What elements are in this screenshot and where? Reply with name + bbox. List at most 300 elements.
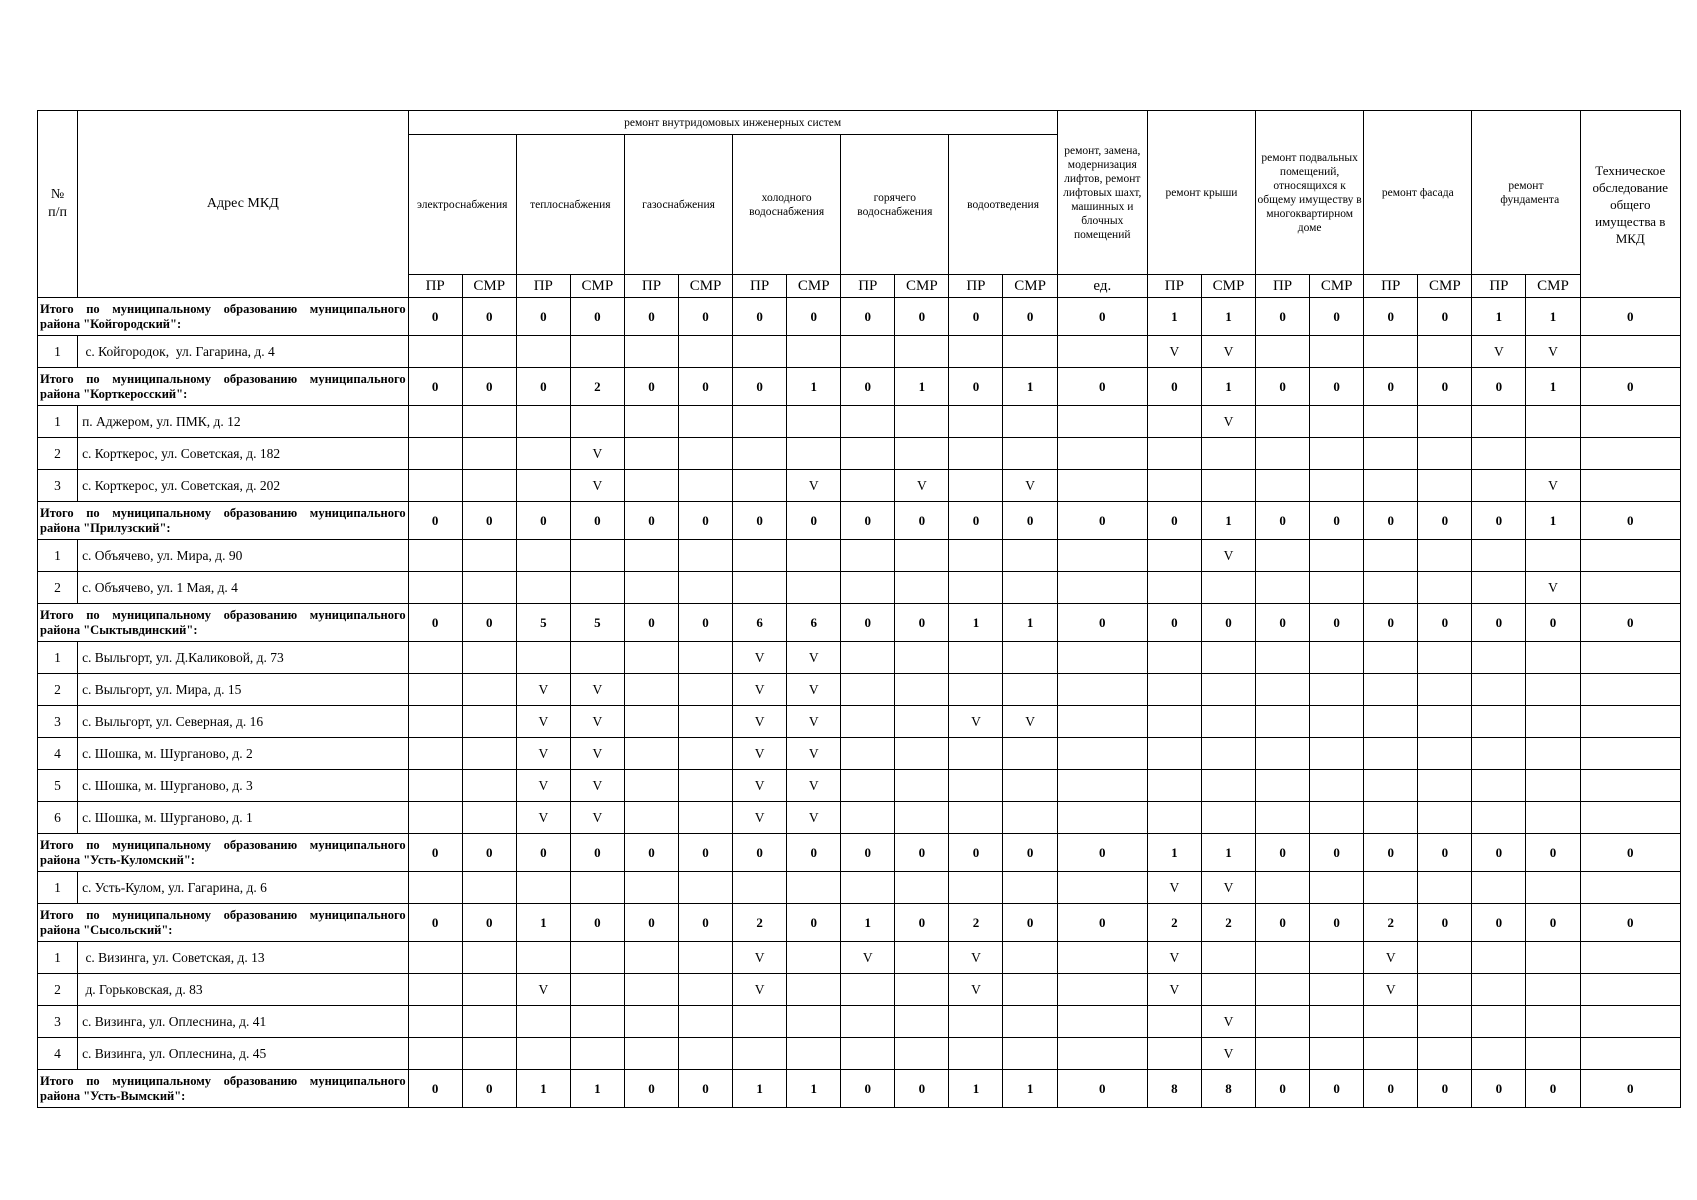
- work-mark-cell: V: [516, 770, 570, 802]
- work-mark-cell: V: [787, 642, 841, 674]
- total-cell: 0: [1526, 834, 1580, 872]
- work-mark-cell: [1418, 738, 1472, 770]
- total-cell: 0: [895, 298, 949, 336]
- work-mark-cell: [1057, 1006, 1147, 1038]
- building-row: [38, 336, 1681, 368]
- work-mark-cell: [1418, 1038, 1472, 1070]
- work-mark-cell: [408, 540, 462, 572]
- work-mark-cell: [624, 540, 678, 572]
- total-cell: 0: [624, 1070, 678, 1108]
- work-mark-cell: [570, 1006, 624, 1038]
- total-cell: 0: [1580, 1070, 1680, 1108]
- work-mark-cell: [733, 1038, 787, 1070]
- work-mark-cell: [895, 674, 949, 706]
- work-mark-cell: [1147, 438, 1201, 470]
- work-mark-cell: [1256, 974, 1310, 1006]
- work-mark-cell: [1526, 674, 1580, 706]
- pr-header: ПР: [408, 275, 462, 298]
- district-total-label: Итого по муниципальному образованию муниципального района "Прилузский":: [38, 502, 409, 540]
- total-cell: 5: [516, 604, 570, 642]
- total-cell: 1: [1147, 834, 1201, 872]
- work-mark-cell: [1418, 406, 1472, 438]
- lifts-header: ремонт, замена, модернизация лифтов, ремонт лифтовых шахт, машинных и блочных помещений: [1057, 111, 1147, 275]
- work-mark-cell: [1310, 974, 1364, 1006]
- total-cell: 0: [1364, 298, 1418, 336]
- total-cell: 0: [733, 834, 787, 872]
- work-mark-cell: [1472, 942, 1526, 974]
- work-mark-cell: [1256, 942, 1310, 974]
- work-mark-cell: [895, 770, 949, 802]
- total-cell: 0: [733, 502, 787, 540]
- total-cell: 0: [1418, 502, 1472, 540]
- basement-header: ремонт подвальных помещений, относящихся к общему имуществу в многоквартирном доме: [1256, 111, 1364, 275]
- total-cell: 0: [1147, 502, 1201, 540]
- total-cell: 0: [408, 368, 462, 406]
- work-mark-cell: [516, 336, 570, 368]
- work-mark-cell: [1526, 738, 1580, 770]
- total-cell: 1: [1201, 298, 1255, 336]
- work-mark-cell: [1003, 336, 1057, 368]
- work-mark-cell: [787, 872, 841, 904]
- building-row: [38, 872, 1681, 904]
- total-cell: 0: [949, 834, 1003, 872]
- work-mark-cell: [1364, 642, 1418, 674]
- work-mark-cell: V: [570, 470, 624, 502]
- work-mark-cell: [1310, 738, 1364, 770]
- total-cell: 2: [733, 904, 787, 942]
- work-mark-cell: [1526, 1038, 1580, 1070]
- work-mark-cell: [624, 738, 678, 770]
- total-cell: 1: [733, 1070, 787, 1108]
- work-mark-cell: [949, 572, 1003, 604]
- total-cell: 0: [1418, 604, 1472, 642]
- smr-header: СМР: [1310, 275, 1364, 298]
- work-mark-cell: [1147, 470, 1201, 502]
- work-mark-cell: [679, 1006, 733, 1038]
- work-mark-cell: [1526, 872, 1580, 904]
- work-mark-cell: [895, 642, 949, 674]
- work-mark-cell: [1418, 674, 1472, 706]
- work-mark-cell: [733, 572, 787, 604]
- work-mark-cell: V: [1147, 942, 1201, 974]
- pr-header: ПР: [841, 275, 895, 298]
- work-mark-cell: [1147, 540, 1201, 572]
- work-mark-cell: V: [895, 470, 949, 502]
- building-row: [38, 802, 1681, 834]
- work-mark-cell: [1418, 974, 1472, 1006]
- work-mark-cell: [1472, 470, 1526, 502]
- work-mark-cell: [1201, 706, 1255, 738]
- work-mark-cell: [1418, 770, 1472, 802]
- total-cell: 0: [1310, 502, 1364, 540]
- system-header-gas: газоснабжения: [624, 135, 732, 275]
- address-header: Адрес МКД: [78, 111, 409, 298]
- total-cell: 0: [787, 298, 841, 336]
- work-mark-cell: [1256, 540, 1310, 572]
- row-number: 1: [38, 406, 78, 438]
- work-mark-cell: V: [1201, 540, 1255, 572]
- total-cell: 0: [1057, 1070, 1147, 1108]
- work-mark-cell: [462, 1038, 516, 1070]
- total-cell: 0: [1472, 904, 1526, 942]
- total-cell: 1: [895, 368, 949, 406]
- work-mark-cell: [841, 438, 895, 470]
- work-mark-cell: [949, 438, 1003, 470]
- work-mark-cell: [462, 438, 516, 470]
- work-mark-cell: [570, 942, 624, 974]
- work-mark-cell: [570, 406, 624, 438]
- work-mark-cell: [1147, 572, 1201, 604]
- work-mark-cell: [1256, 706, 1310, 738]
- total-cell: 0: [1310, 1070, 1364, 1108]
- work-mark-cell: [1310, 872, 1364, 904]
- total-cell: 0: [787, 502, 841, 540]
- work-mark-cell: [1003, 1038, 1057, 1070]
- total-cell: 2: [1147, 904, 1201, 942]
- work-mark-cell: [1256, 1038, 1310, 1070]
- row-number: 6: [38, 802, 78, 834]
- work-mark-cell: [570, 642, 624, 674]
- work-mark-cell: [516, 406, 570, 438]
- total-cell: 0: [1057, 904, 1147, 942]
- building-address: с. Шошка, м. Шурганово, д. 3: [78, 770, 409, 802]
- total-cell: 0: [1364, 502, 1418, 540]
- work-mark-cell: [1003, 406, 1057, 438]
- work-mark-cell: [1147, 674, 1201, 706]
- work-mark-cell: [516, 1038, 570, 1070]
- work-mark-cell: [1201, 674, 1255, 706]
- work-mark-cell: [1057, 706, 1147, 738]
- work-mark-cell: V: [570, 738, 624, 770]
- work-mark-cell: [624, 336, 678, 368]
- district-total-label: Итого по муниципальному образованию муниципального района "Усть-Куломский":: [38, 834, 409, 872]
- work-mark-cell: [624, 438, 678, 470]
- building-address: с. Выльгорт, ул. Мира, д. 15: [78, 674, 409, 706]
- work-mark-cell: [1256, 1006, 1310, 1038]
- building-address: с. Визинга, ул. Оплеснина, д. 41: [78, 1006, 409, 1038]
- work-mark-cell: [1057, 470, 1147, 502]
- total-cell: 5: [570, 604, 624, 642]
- smr-header: СМР: [1526, 275, 1580, 298]
- work-mark-cell: [1364, 470, 1418, 502]
- work-mark-cell: [787, 540, 841, 572]
- district-total-row: [38, 298, 1681, 336]
- total-cell: 0: [408, 1070, 462, 1108]
- work-mark-cell: [1310, 336, 1364, 368]
- total-cell: 1: [841, 904, 895, 942]
- work-mark-cell: [1057, 438, 1147, 470]
- total-cell: 0: [1310, 604, 1364, 642]
- work-mark-cell: [1256, 470, 1310, 502]
- work-mark-cell: [733, 1006, 787, 1038]
- work-mark-cell: [462, 872, 516, 904]
- total-cell: 2: [570, 368, 624, 406]
- total-cell: 0: [1201, 604, 1255, 642]
- work-mark-cell: V: [516, 802, 570, 834]
- number-header: № п/п: [38, 111, 78, 298]
- work-mark-cell: V: [1201, 406, 1255, 438]
- work-mark-cell: V: [733, 706, 787, 738]
- total-cell: 0: [462, 904, 516, 942]
- work-mark-cell: [841, 406, 895, 438]
- total-cell: 0: [570, 834, 624, 872]
- total-cell: 0: [679, 604, 733, 642]
- work-mark-cell: [679, 872, 733, 904]
- total-cell: 0: [462, 298, 516, 336]
- total-cell: 0: [1057, 604, 1147, 642]
- total-cell: 0: [570, 298, 624, 336]
- work-mark-cell: [1580, 770, 1680, 802]
- total-cell: 0: [1310, 834, 1364, 872]
- work-mark-cell: [787, 406, 841, 438]
- work-mark-cell: [624, 642, 678, 674]
- work-mark-cell: [1201, 738, 1255, 770]
- work-mark-cell: [1418, 872, 1472, 904]
- work-mark-cell: [679, 706, 733, 738]
- total-cell: 0: [841, 604, 895, 642]
- work-mark-cell: [1364, 540, 1418, 572]
- building-row: [38, 706, 1681, 738]
- total-cell: 0: [949, 502, 1003, 540]
- work-mark-cell: [1418, 802, 1472, 834]
- work-mark-cell: [787, 942, 841, 974]
- work-mark-cell: [787, 974, 841, 1006]
- work-mark-cell: [462, 470, 516, 502]
- building-row: [38, 540, 1681, 572]
- total-cell: 0: [1526, 904, 1580, 942]
- work-mark-cell: [1057, 770, 1147, 802]
- total-cell: 1: [1147, 298, 1201, 336]
- work-mark-cell: [1147, 802, 1201, 834]
- total-cell: 0: [624, 904, 678, 942]
- smr-header: СМР: [1201, 275, 1255, 298]
- row-number: 3: [38, 1006, 78, 1038]
- work-mark-cell: [570, 572, 624, 604]
- total-cell: 0: [1256, 1070, 1310, 1108]
- work-mark-cell: [462, 738, 516, 770]
- building-row: [38, 642, 1681, 674]
- total-cell: 0: [679, 368, 733, 406]
- district-total-row: [38, 502, 1681, 540]
- work-mark-cell: [1526, 642, 1580, 674]
- work-mark-cell: [733, 336, 787, 368]
- work-mark-cell: [516, 470, 570, 502]
- work-mark-cell: [1003, 674, 1057, 706]
- district-total-label: Итого по муниципальному образованию муниципального района "Сыктывдинский":: [38, 604, 409, 642]
- work-mark-cell: [733, 470, 787, 502]
- total-cell: 0: [624, 604, 678, 642]
- work-mark-cell: [1256, 336, 1310, 368]
- building-row: [38, 406, 1681, 438]
- total-cell: 0: [408, 604, 462, 642]
- work-mark-cell: [1057, 406, 1147, 438]
- total-cell: 0: [1057, 834, 1147, 872]
- work-mark-cell: [1364, 802, 1418, 834]
- work-mark-cell: V: [787, 770, 841, 802]
- work-mark-cell: [462, 974, 516, 1006]
- work-mark-cell: [1580, 706, 1680, 738]
- total-cell: 0: [679, 904, 733, 942]
- work-mark-cell: [1310, 438, 1364, 470]
- work-mark-cell: [841, 470, 895, 502]
- building-row: [38, 1006, 1681, 1038]
- total-cell: 0: [841, 368, 895, 406]
- total-cell: 0: [895, 904, 949, 942]
- work-mark-cell: [1364, 572, 1418, 604]
- total-cell: 0: [1418, 904, 1472, 942]
- row-number: 5: [38, 770, 78, 802]
- work-mark-cell: [1256, 642, 1310, 674]
- work-mark-cell: [570, 872, 624, 904]
- building-address: с. Выльгорт, ул. Д.Каликовой, д. 73: [78, 642, 409, 674]
- work-mark-cell: [1003, 974, 1057, 1006]
- work-mark-cell: [408, 974, 462, 1006]
- work-mark-cell: V: [570, 674, 624, 706]
- work-mark-cell: [462, 540, 516, 572]
- total-cell: 0: [679, 298, 733, 336]
- work-mark-cell: [408, 470, 462, 502]
- work-mark-cell: [1364, 770, 1418, 802]
- work-mark-cell: V: [516, 738, 570, 770]
- work-mark-cell: [624, 674, 678, 706]
- work-mark-cell: [1147, 706, 1201, 738]
- total-cell: 8: [1147, 1070, 1201, 1108]
- work-mark-cell: [516, 942, 570, 974]
- work-mark-cell: [1580, 1038, 1680, 1070]
- total-cell: 0: [1310, 904, 1364, 942]
- work-mark-cell: [895, 802, 949, 834]
- work-mark-cell: [1418, 470, 1472, 502]
- work-mark-cell: [895, 738, 949, 770]
- work-mark-cell: [1526, 942, 1580, 974]
- pr-header: ПР: [733, 275, 787, 298]
- work-mark-cell: [1472, 706, 1526, 738]
- foundation-header: ремонт фундамента: [1472, 111, 1580, 275]
- building-row: [38, 770, 1681, 802]
- work-mark-cell: [1418, 336, 1472, 368]
- district-total-row: [38, 904, 1681, 942]
- total-cell: 0: [679, 502, 733, 540]
- work-mark-cell: [895, 540, 949, 572]
- work-mark-cell: [1472, 540, 1526, 572]
- total-cell: 1: [1003, 1070, 1057, 1108]
- row-number: 3: [38, 706, 78, 738]
- work-mark-cell: [408, 642, 462, 674]
- work-mark-cell: [679, 470, 733, 502]
- work-mark-cell: [462, 802, 516, 834]
- building-row: [38, 1038, 1681, 1070]
- work-mark-cell: [1201, 438, 1255, 470]
- work-mark-cell: V: [1147, 974, 1201, 1006]
- work-mark-cell: V: [733, 738, 787, 770]
- work-mark-cell: [1057, 974, 1147, 1006]
- total-cell: 0: [570, 502, 624, 540]
- total-cell: 6: [733, 604, 787, 642]
- work-mark-cell: [787, 438, 841, 470]
- work-mark-cell: [1364, 706, 1418, 738]
- work-mark-cell: [949, 1038, 1003, 1070]
- work-mark-cell: V: [516, 974, 570, 1006]
- total-cell: 0: [1472, 368, 1526, 406]
- work-mark-cell: [1472, 406, 1526, 438]
- total-cell: 0: [1418, 298, 1472, 336]
- work-mark-cell: [624, 470, 678, 502]
- building-address: с. Визинга, ул. Оплеснина, д. 45: [78, 1038, 409, 1070]
- work-mark-cell: [1310, 470, 1364, 502]
- work-mark-cell: [408, 1038, 462, 1070]
- work-mark-cell: V: [733, 974, 787, 1006]
- work-mark-cell: [1310, 802, 1364, 834]
- total-cell: 0: [516, 368, 570, 406]
- district-total-label: Итого по муниципальному образованию муниципального района "Сысольский":: [38, 904, 409, 942]
- work-mark-cell: [1003, 438, 1057, 470]
- work-mark-cell: V: [787, 470, 841, 502]
- work-mark-cell: [679, 942, 733, 974]
- work-mark-cell: V: [1364, 974, 1418, 1006]
- work-mark-cell: [787, 572, 841, 604]
- work-mark-cell: [841, 974, 895, 1006]
- total-cell: 0: [841, 502, 895, 540]
- work-mark-cell: [949, 540, 1003, 572]
- work-mark-cell: [1472, 572, 1526, 604]
- system-header-sewerage: водоотведения: [949, 135, 1057, 275]
- total-cell: 1: [1472, 298, 1526, 336]
- work-mark-cell: [679, 336, 733, 368]
- total-cell: 0: [624, 368, 678, 406]
- total-cell: 1: [516, 1070, 570, 1108]
- work-mark-cell: [949, 674, 1003, 706]
- work-mark-cell: [733, 540, 787, 572]
- work-mark-cell: [1256, 438, 1310, 470]
- work-mark-cell: [949, 770, 1003, 802]
- work-mark-cell: [408, 770, 462, 802]
- row-number: 1: [38, 942, 78, 974]
- total-cell: 0: [679, 834, 733, 872]
- work-mark-cell: [1256, 872, 1310, 904]
- total-cell: 0: [841, 298, 895, 336]
- work-mark-cell: [1147, 1006, 1201, 1038]
- row-number: 2: [38, 438, 78, 470]
- work-mark-cell: V: [733, 770, 787, 802]
- building-row: [38, 470, 1681, 502]
- total-cell: 0: [624, 502, 678, 540]
- work-mark-cell: [1256, 674, 1310, 706]
- work-mark-cell: [462, 1006, 516, 1038]
- building-address: с. Выльгорт, ул. Северная, д. 16: [78, 706, 409, 738]
- total-cell: 0: [1003, 904, 1057, 942]
- system-header-electricity: электроснабжения: [408, 135, 516, 275]
- smr-header: СМР: [1003, 275, 1057, 298]
- work-mark-cell: [895, 872, 949, 904]
- work-mark-cell: [1310, 406, 1364, 438]
- building-address: с. Шошка, м. Шурганово, д. 2: [78, 738, 409, 770]
- smr-header: СМР: [679, 275, 733, 298]
- pr-header: ПР: [516, 275, 570, 298]
- work-mark-cell: [895, 572, 949, 604]
- work-mark-cell: [1003, 770, 1057, 802]
- work-mark-cell: [841, 706, 895, 738]
- total-cell: 0: [462, 604, 516, 642]
- total-cell: 1: [949, 604, 1003, 642]
- district-total-row: [38, 834, 1681, 872]
- work-mark-cell: [679, 738, 733, 770]
- work-mark-cell: [1580, 1006, 1680, 1038]
- work-mark-cell: V: [949, 974, 1003, 1006]
- total-cell: 0: [1580, 368, 1680, 406]
- work-mark-cell: [408, 872, 462, 904]
- work-mark-cell: [1472, 1038, 1526, 1070]
- work-mark-cell: V: [570, 438, 624, 470]
